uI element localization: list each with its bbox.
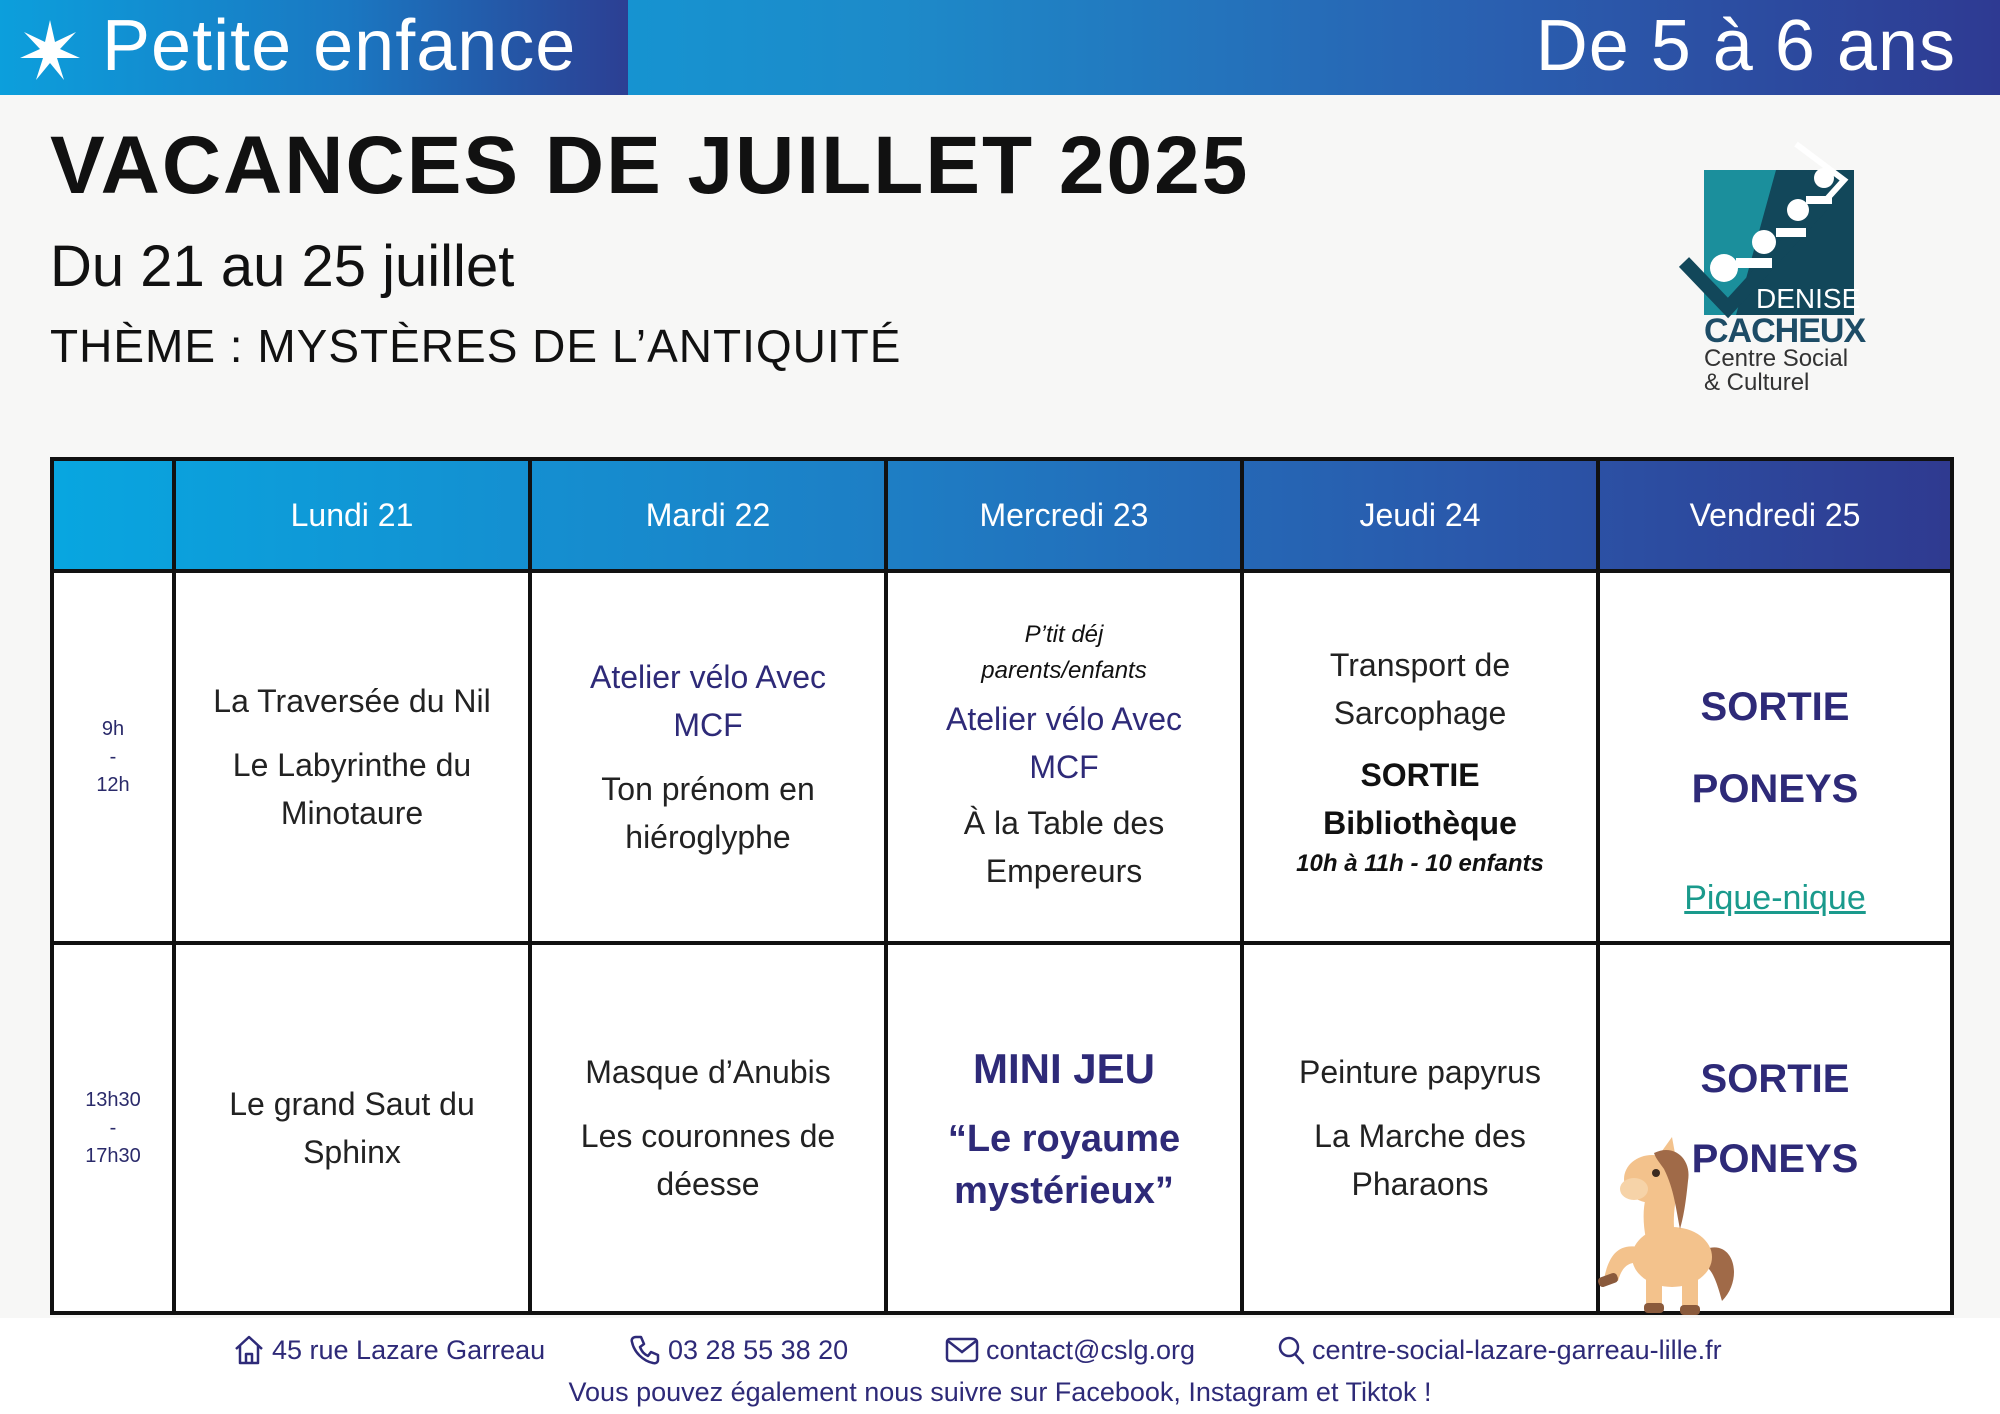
activity: Atelier vélo Avec MCF bbox=[946, 701, 1182, 785]
activity: Le grand Saut du Sphinx bbox=[229, 1086, 475, 1170]
search-icon bbox=[1276, 1333, 1306, 1367]
day-header-lundi: Lundi 21 bbox=[290, 496, 414, 533]
star-icon bbox=[18, 18, 82, 82]
cell-afternoon-lundi bbox=[176, 945, 528, 1311]
date-range: Du 21 au 25 juillet bbox=[50, 234, 515, 299]
outing-title: PONEYS bbox=[1691, 767, 1859, 811]
cell-afternoon-jeudi bbox=[1244, 945, 1596, 1311]
footer-phone[interactable]: 03 28 55 38 20 bbox=[628, 1330, 848, 1370]
page-title: VACANCES DE JUILLET 2025 bbox=[50, 120, 1250, 211]
activity: À la Table des Empereurs bbox=[963, 805, 1165, 889]
cell-morning-lundi bbox=[176, 573, 528, 941]
top-banner bbox=[0, 0, 2000, 95]
activity-detail: 10h à 11h - 10 enfants bbox=[1296, 850, 1544, 877]
activity-note: P’tit déj parents/enfants bbox=[981, 621, 1147, 684]
logo-line-1: DENISE bbox=[1756, 283, 1861, 314]
age-range: De 5 à 6 ans bbox=[1535, 6, 1956, 86]
activity: La Marche des Pharaons bbox=[1314, 1118, 1526, 1202]
social-note: Vous pouvez également nous suivre sur Facebook, Instagram et Tiktok ! bbox=[568, 1377, 1432, 1407]
time-slot-morning: 9h - 12h bbox=[96, 718, 130, 796]
game-title: MINI JEU bbox=[972, 1045, 1156, 1092]
activity: Peinture papyrus bbox=[1299, 1054, 1541, 1090]
cell-morning-jeudi bbox=[1244, 573, 1596, 941]
logo-line-4: & Culturel bbox=[1704, 369, 1810, 396]
logo-line-3: Centre Social bbox=[1704, 345, 1849, 372]
logo-line-2: CACHEUX bbox=[1704, 312, 1866, 350]
activity: La Traversée du Nil bbox=[213, 683, 491, 719]
picnic-link[interactable]: Pique-nique bbox=[1684, 879, 1866, 917]
pony-icon bbox=[1594, 1129, 1744, 1319]
time-slot-afternoon: 13h30 - 17h30 bbox=[85, 1089, 141, 1167]
home-icon bbox=[232, 1333, 266, 1367]
game-subtitle: “Le royaume mystérieux” bbox=[947, 1118, 1181, 1212]
cell-morning-vendredi bbox=[1600, 573, 1950, 941]
activity: Transport de Sarcophage bbox=[1329, 647, 1511, 731]
day-header-mardi: Mardi 22 bbox=[645, 496, 771, 533]
day-header-vendredi: Vendredi 25 bbox=[1689, 496, 1861, 533]
cell-morning-mardi bbox=[532, 573, 884, 941]
phone-icon bbox=[628, 1333, 662, 1367]
program-title: Petite enfance bbox=[102, 6, 577, 86]
footer-address: 45 rue Lazare Garreau bbox=[232, 1330, 545, 1370]
day-header-jeudi: Jeudi 24 bbox=[1359, 496, 1481, 533]
outing-title: SORTIE bbox=[1700, 685, 1850, 729]
activity: Le Labyrinthe du Minotaure bbox=[232, 747, 472, 831]
outing-title: SORTIE bbox=[1700, 1057, 1850, 1101]
schedule-table bbox=[50, 457, 1954, 1315]
mail-icon bbox=[944, 1333, 980, 1367]
activity: Atelier vélo Avec MCF bbox=[590, 659, 826, 743]
outing-title: PONEYS bbox=[1691, 1137, 1859, 1181]
activity: Ton prénom en hiéroglyphe bbox=[601, 771, 815, 855]
footer-website[interactable]: centre-social-lazare-garreau-lille.fr bbox=[1276, 1330, 1722, 1370]
theme-label: THÈME : MYSTÈRES DE L’ANTIQUITÉ bbox=[50, 320, 902, 372]
activity-outing: SORTIE bbox=[1360, 757, 1480, 793]
footer bbox=[0, 1318, 2000, 1414]
cell-morning-mercredi bbox=[888, 573, 1240, 941]
activity: Masque d’Anubis bbox=[585, 1054, 831, 1090]
activity-outing: Bibliothèque bbox=[1323, 805, 1517, 841]
footer-email[interactable]: contact@cslg.org bbox=[944, 1330, 1195, 1370]
activity: Les couronnes de déesse bbox=[580, 1118, 836, 1202]
cell-afternoon-mercredi bbox=[888, 945, 1240, 1311]
day-header-mercredi: Mercredi 23 bbox=[979, 496, 1149, 533]
cell-afternoon-mardi bbox=[532, 945, 884, 1311]
